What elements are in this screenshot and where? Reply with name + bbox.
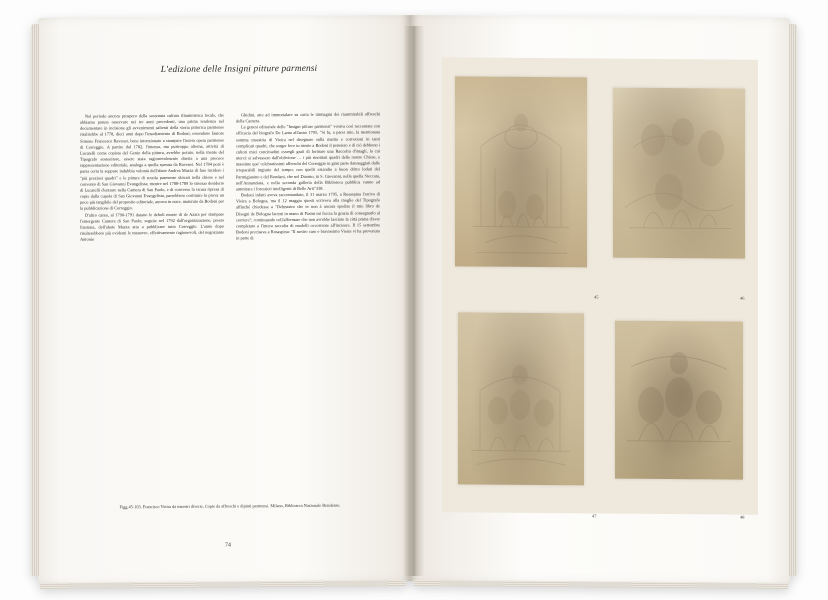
paragraph: Ghidini, atte ad immortalare su carta le immagini dei riammirabili affreschi della Camera. xyxy=(236,111,380,124)
open-book xyxy=(38,18,790,584)
drawing-strokes-icon xyxy=(613,87,745,258)
plate-image-47 xyxy=(458,313,584,486)
right-page xyxy=(410,15,790,584)
drawing-strokes-icon xyxy=(615,321,743,480)
page-number-left: 74 xyxy=(225,542,231,549)
plate-grid xyxy=(442,57,758,514)
plate-number-47: 47 xyxy=(592,513,597,519)
left-page xyxy=(38,15,410,584)
running-title: L'edizione delle Insigni pitture parmensi xyxy=(160,63,318,76)
paragraph: Nel periodo ancora prospero della sostenuta cultura illuministica locale, che abbiamo potuto osservare nei tre anni precedenti, una prima tendenza nel documentare in incisione gli avvenimenti salienti della storia pittorica parmense risalirebbe al 1778, dieci anni dopo l'insediamento di Bodoni; essendone fautore Simone Francesco Ravenet, bene intenzionato a stampare l'intera opera parmense di Correggio. A partire dal 1782, l'intensa, ma purtroppo alterna, attività di Lucatelli come copista del Genio della pittura, avrebbe potuto, nella mente del Tipografo sostenitore, essere stata ragionevolmente diretta a una precoce rappresentazione editoriale, analoga a quella sperata da Ravenet. Nel 1784 poté è parsa certa la seppure indubbia volontà dell'abate Andrea Mazza di fare incidere i "più preziosi quadri" e le pitture di scuola parmense ubicati nella chiese e nel convento di San Giovanni Evangelista; mentre nel 1788-1789 lo strenuo desiderio di Lucatelli d'entrare nella Camera di San Paolo, e di converso la sicura ripresa di copie dalla cupola di San Giovanni Evangelista, parrebbero costituire la prova un poco più tangibile del proposito editoriale, ancora in nuce, maturato da Bodoni per la pubblicazione di Correggio. xyxy=(80,112,224,212)
plate-image-48 xyxy=(615,321,743,480)
plate-image-46 xyxy=(613,87,745,258)
figure-caption: Figg.45-103. Francisco Vieira da maestri diversi, Copie da affreschi e dipinti parmensi. Milano, Biblioteca Nazionale Braidense. xyxy=(119,502,341,510)
column-one xyxy=(80,113,224,243)
plate-number-48: 48 xyxy=(740,514,745,520)
plate-cell-47 xyxy=(442,285,600,514)
text-columns xyxy=(80,111,380,243)
column-two xyxy=(236,111,380,241)
drawing-strokes-icon xyxy=(455,76,587,267)
paragraph: La genesi editoriale delle "Insigni pitture parmensi" veniva così raccontata con efficacia dal biografo De Lama all'anno 1795, "Si fu, a parer mio, la mentionata somma maestria di Vieira nel disegnare sulla matita e correzioni in tanti complicati quadri, che sorger fece in mente a Bodoni il pensiero e di ciò debbono i cultori miei concittadini essergli grati di formare una Raccolta d'intagli, la cui mercé si salvassero dall'oblivione … i più rinomati quadri delle nostre Chiese, e massime que' celebratissimi affreschi del Correggio in gran parte danneggiati dalle irreparabili ingiurie del tempo; con quelli eziandio a buon dritto lodati del Parmigianino e del Rondani, che nel Duomo, in S. Giovanni, nella quella Steccata, nell'Annunziata, e nella seconda galleria della Biblioteca pubblica vanno ad ammirare i forestieri intelligenti di Belle Arti"338. xyxy=(236,123,380,192)
paragraph: Bodoni infatti aveva raccomandato, il 31 marzo 1795, a Rosaspina l'arrivo di Vieira a Bologna, ma il 12 maggio questi scriveva alla moglie del Tipografo affinché chiedesse a "Delmastro che se non à ancora spedito il mio libro de Disegni de Bologna facimi in mano di Pasini mi faccia la grazia di consegnarlo al corriere"; continuando coll'affermare che non avrebbe lasciato la città prima d'aver completato a l'intera raccolta di modelli occorrente all'incisore. Il 15 settembre Bodoni precisava a Rosaspina: "Il nostro caro e bravissimo Vieira vi ha prevenuto in parte di xyxy=(236,191,380,241)
plate-cell-45 xyxy=(442,57,600,286)
plate-number-46: 46 xyxy=(740,295,745,301)
plate-cell-46 xyxy=(600,59,758,288)
drawing-strokes-icon xyxy=(458,313,584,486)
right-page-edges xyxy=(789,24,797,576)
plate-image-45 xyxy=(455,76,587,267)
plate-area xyxy=(442,57,758,529)
plate-number-45: 45 xyxy=(594,294,599,300)
plate-cell-48 xyxy=(600,286,758,515)
paragraph: D'altro canto, al 1790-1791 datano le deboli mosse di de Azara per stampare l'emergente Camera di San Paolo; seguite nel 1792 dall'organizzazione, presto frustrata, dell'abate Mazza atta a pubblicare tutto Correggio. L'anno dopo risulterebbero più evidenti le manovre, effettivamente ragionevoli, del negoziante Antonio xyxy=(80,211,224,242)
